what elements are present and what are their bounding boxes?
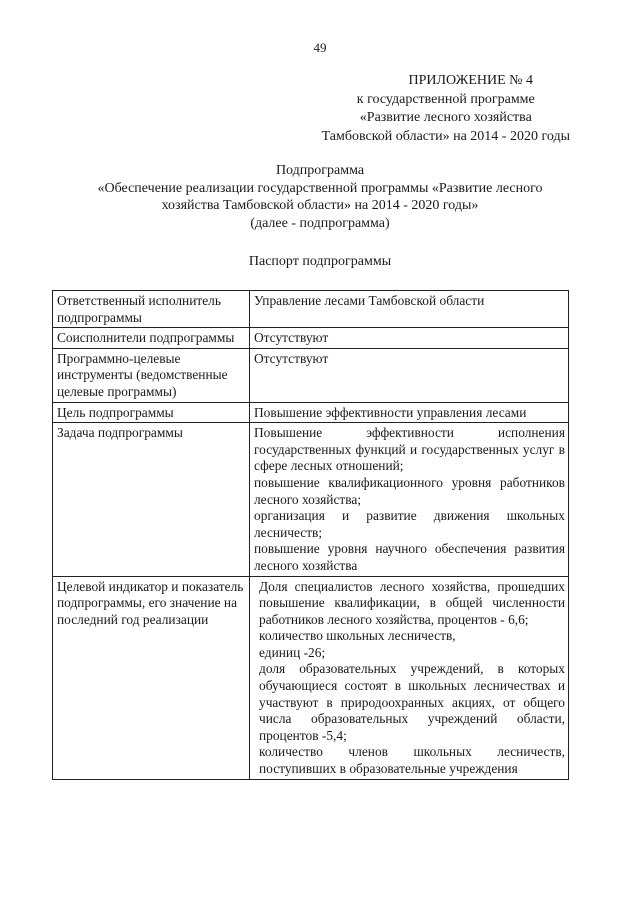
row-label: Ответственный исполнитель подпрограммы (53, 291, 250, 328)
row-label: Целевой индикатор и показатель подпрограммы, его значение на последний год реализации (53, 576, 250, 779)
indicator-item: количество членов школьных лесничеств, поступивших в образовательные учреждения (259, 744, 565, 777)
subprogram-note: (далее - подпрограмма) (250, 215, 390, 231)
indicator-item: доля образовательных учреждений, в которых обучающиеся состоят в школьных лесничествах и участвуют в природоохранных акциях, от общего числа образовательных учреждений области, процентов -5,4; (259, 661, 565, 743)
subprogram-name: хозяйства Тамбовской области» на 2014 - 2020 годы» (161, 198, 479, 213)
table-row (53, 402, 569, 423)
table-row (53, 423, 569, 576)
page-number: 49 (313, 40, 327, 55)
subprogram-title (60, 162, 580, 232)
row-value: Повышение эффективности управления лесами (250, 402, 569, 423)
row-value: Отсутствуют (250, 348, 569, 402)
indicator-item: единиц -26; (259, 644, 326, 660)
appendix-line: «Развитие лесного хозяйства (359, 110, 532, 125)
row-value (250, 423, 569, 576)
appendix-title: ПРИЛОЖЕНИЕ № 4 (408, 73, 534, 88)
subprogram-heading: Подпрограмма (275, 163, 365, 178)
appendix-line: к государственной программе (356, 91, 535, 107)
row-value: Отсутствуют (250, 328, 569, 349)
table-row (53, 576, 569, 779)
passport-table (52, 290, 569, 780)
row-label: Задача подпрограммы (53, 423, 250, 576)
row-label: Соисполнители подпрограммы (53, 328, 250, 349)
table-row (53, 328, 569, 349)
task-item: повышение уровня научного обеспечения развития лесного хозяйства (254, 541, 565, 573)
row-value (250, 576, 569, 779)
table-row (53, 291, 569, 328)
row-value: Управление лесами Тамбовской области (250, 291, 569, 328)
task-item: повышение квалификационного уровня работников лесного хозяйства; (254, 474, 565, 507)
passport-title: Паспорт подпрограммы (248, 254, 392, 269)
task-item: организация и развитие движения школьных лесничеств; (254, 508, 565, 540)
row-label: Программно-целевые инструменты (ведомственные целевые программы) (53, 348, 250, 402)
appendix-line: Тамбовской области» на 2014 - 2020 годы (321, 128, 570, 144)
indicator-item: Доля специалистов лесного хозяйства, прошедших повышение квалификации, в общей численности работников лесного хозяйства, процентов - 6,6; (259, 578, 565, 627)
task-item: Повышение эффективности исполнения государственных функций и государственных услуг в сфере лесных отношений; (254, 425, 565, 474)
indicator-item: количество школьных лесничеств, (259, 628, 456, 644)
appendix-header (322, 72, 570, 146)
table-row (53, 348, 569, 402)
row-label: Цель подпрограммы (53, 402, 250, 423)
subprogram-name: «Обеспечение реализации государственной программы «Развитие лесного (97, 180, 543, 196)
